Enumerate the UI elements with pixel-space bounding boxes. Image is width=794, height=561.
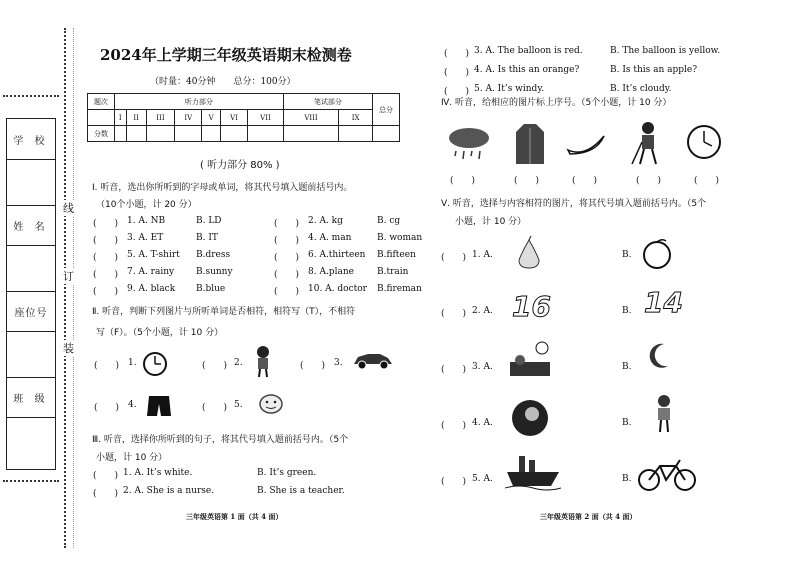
option-a-label: 4. A. bbox=[472, 418, 493, 428]
option-a: 7. A. rainy bbox=[127, 267, 175, 277]
option-b-label: B. bbox=[622, 474, 632, 484]
option-b: B.dress bbox=[196, 250, 231, 260]
car-icon bbox=[352, 350, 394, 370]
answer-paren[interactable]: ( ) bbox=[202, 361, 228, 371]
score-cell[interactable] bbox=[248, 126, 284, 142]
moon-icon bbox=[646, 342, 672, 370]
rain-cloud-icon bbox=[446, 126, 492, 162]
answer-paren[interactable]: ( ) bbox=[450, 176, 476, 186]
answer-paren[interactable]: ( ) bbox=[274, 219, 300, 229]
option-a-label: 3. A. bbox=[472, 362, 493, 372]
answer-paren[interactable]: ( ) bbox=[441, 421, 467, 431]
answer-paren[interactable]: ( ) bbox=[93, 270, 119, 280]
roman-3: III bbox=[146, 110, 175, 126]
answer-paren[interactable]: ( ) bbox=[93, 489, 119, 499]
section4-title: Ⅳ. 听音，给相应的图片标上序号。（5个小题，计 10 分） bbox=[441, 98, 672, 108]
seat-field[interactable] bbox=[7, 331, 55, 378]
score-row-label: 分数 bbox=[88, 126, 115, 142]
binding-mark-xian: 线 bbox=[63, 202, 74, 215]
section5-note: 小题，计 10 分） bbox=[455, 217, 527, 227]
binding-mark-ding: 订 bbox=[63, 270, 74, 283]
option-a: 5. A. T-shirt bbox=[127, 250, 180, 260]
score-cell[interactable] bbox=[146, 126, 175, 142]
coat-icon bbox=[514, 122, 546, 166]
option-b-label: B. bbox=[622, 362, 632, 372]
score-header-listening: 听力部分 bbox=[115, 94, 284, 110]
option-a-label: 1. A. bbox=[472, 250, 493, 260]
section2-title: Ⅱ. 听音，判断下列图片与所听单词是否相符，相符写（T），不相符 bbox=[92, 307, 356, 317]
score-cell[interactable] bbox=[115, 126, 127, 142]
score-header-written: 笔试部分 bbox=[283, 94, 372, 110]
answer-paren[interactable]: ( ) bbox=[202, 403, 228, 413]
number-16: 16 bbox=[512, 290, 551, 323]
answer-paren[interactable]: ( ) bbox=[441, 365, 467, 375]
sentence-b: B. It’s cloudy. bbox=[610, 84, 672, 94]
sentence-b: B. The balloon is yellow. bbox=[610, 46, 721, 56]
option-b: B.fireman bbox=[377, 284, 422, 294]
banana-icon bbox=[566, 132, 606, 160]
answer-paren[interactable]: ( ) bbox=[444, 68, 470, 78]
roman-2: II bbox=[126, 110, 146, 126]
section1-title: Ⅰ. 听音，选出你所听到的字母或单词，将其代号填入题前括号内。 bbox=[92, 183, 353, 193]
answer-paren[interactable]: ( ) bbox=[441, 309, 467, 319]
sentence-b: B. Is this an apple? bbox=[610, 65, 698, 75]
section2-note: 写（F）。（5个小题，计 10 分） bbox=[96, 328, 224, 338]
score-table bbox=[87, 93, 400, 142]
class-label: 班 级 bbox=[7, 377, 55, 418]
sentence-a: 3. A. The balloon is red. bbox=[474, 46, 583, 56]
clock-icon bbox=[686, 124, 722, 160]
answer-paren[interactable]: ( ) bbox=[274, 236, 300, 246]
roman-8: VIII bbox=[283, 110, 338, 126]
s2-num-3: 3. bbox=[334, 358, 343, 368]
footer-left: 三年级英语第 1 面（共 4 面） bbox=[186, 512, 283, 521]
footer-right: 三年级英语第 2 面（共 4 面） bbox=[540, 512, 637, 521]
name-label: 姓 名 bbox=[7, 205, 55, 246]
score-cell[interactable] bbox=[221, 126, 248, 142]
option-b-label: B. bbox=[622, 306, 632, 316]
option-b: B.blue bbox=[196, 284, 226, 294]
s2-num-4: 4. bbox=[128, 400, 137, 410]
clock-icon bbox=[142, 351, 168, 377]
answer-paren[interactable]: ( ) bbox=[444, 87, 470, 97]
shorts-icon bbox=[146, 394, 172, 418]
answer-paren[interactable]: ( ) bbox=[94, 403, 120, 413]
sentence-b: B. It’s green. bbox=[257, 468, 317, 478]
pear-icon bbox=[515, 236, 543, 270]
answer-paren[interactable]: ( ) bbox=[93, 219, 119, 229]
school-label: 学 校 bbox=[7, 119, 55, 160]
answer-paren[interactable]: ( ) bbox=[274, 253, 300, 263]
seat-label: 座位号 bbox=[7, 291, 55, 332]
section1-note: （10个小题，计 20 分） bbox=[96, 200, 197, 210]
option-a: 4. A. man bbox=[308, 233, 352, 243]
answer-paren[interactable]: ( ) bbox=[441, 477, 467, 487]
option-b: B.sunny bbox=[196, 267, 233, 277]
option-a: 10. A. doctor bbox=[308, 284, 367, 294]
section3-note: 小题，计 10 分） bbox=[96, 453, 168, 463]
score-cell[interactable] bbox=[126, 126, 146, 142]
answer-paren[interactable]: ( ) bbox=[694, 176, 720, 186]
section5-title: Ⅴ. 听音，选择与内容相符的图片，将其代号填入题前括号内。（5个 bbox=[441, 199, 707, 209]
listening-part-label: ( 听力部分 80% ) bbox=[200, 160, 280, 171]
name-field[interactable] bbox=[7, 245, 55, 292]
section3-title: Ⅲ. 听音，选择你所听到的句子，将其代号填入题前括号内。（5个 bbox=[92, 435, 349, 445]
answer-paren[interactable]: ( ) bbox=[94, 361, 120, 371]
orange-icon bbox=[640, 236, 674, 270]
number-14: 14 bbox=[644, 286, 683, 319]
farmer-icon bbox=[630, 120, 666, 166]
roman-5: V bbox=[202, 110, 221, 126]
woman-icon bbox=[510, 398, 550, 438]
roman-1: I bbox=[115, 110, 127, 126]
answer-paren[interactable]: ( ) bbox=[93, 471, 119, 481]
score-cell[interactable] bbox=[283, 126, 338, 142]
option-b-label: B. bbox=[622, 250, 632, 260]
sunny-scene-icon bbox=[508, 340, 552, 378]
option-b: B. cg bbox=[377, 216, 401, 226]
option-a: 9. A. black bbox=[127, 284, 176, 294]
sentence-a: 1. A. It’s white. bbox=[123, 468, 193, 478]
answer-paren[interactable]: ( ) bbox=[444, 49, 470, 59]
answer-paren[interactable]: ( ) bbox=[572, 176, 598, 186]
option-a: 2. A. kg bbox=[308, 216, 343, 226]
boy-icon bbox=[652, 394, 676, 434]
roman-6: VI bbox=[221, 110, 248, 126]
s2-num-1: 1. bbox=[128, 358, 137, 368]
answer-paren[interactable]: ( ) bbox=[514, 176, 540, 186]
option-b: B.train bbox=[377, 267, 409, 277]
score-header-total: 总分 bbox=[373, 94, 400, 126]
option-a: 3. A. ET bbox=[127, 233, 164, 243]
s2-num-5: 5. bbox=[234, 400, 243, 410]
answer-paren[interactable]: ( ) bbox=[93, 253, 119, 263]
answer-paren[interactable]: ( ) bbox=[300, 361, 326, 371]
option-a: 8. A.plane bbox=[308, 267, 354, 277]
roman-7: VII bbox=[248, 110, 284, 126]
page-title: 2024年上学期三年级英语期末检测卷 bbox=[100, 46, 352, 64]
answer-paren[interactable]: ( ) bbox=[93, 236, 119, 246]
option-a: 6. A.thirteen bbox=[308, 250, 366, 260]
option-a-label: 2. A. bbox=[472, 306, 493, 316]
answer-paren[interactable]: ( ) bbox=[441, 253, 467, 263]
bike-icon bbox=[636, 456, 698, 492]
option-b: B.fifteen bbox=[377, 250, 416, 260]
sun-icon bbox=[256, 392, 286, 416]
score-cell[interactable] bbox=[175, 126, 202, 142]
class-field[interactable] bbox=[7, 417, 55, 468]
score-cell[interactable] bbox=[339, 126, 373, 142]
score-cell[interactable] bbox=[373, 126, 400, 142]
option-a: 1. A. NB bbox=[127, 216, 166, 226]
binding-mark-zhuang: 装 bbox=[63, 342, 74, 355]
s2-num-2: 2. bbox=[234, 358, 243, 368]
sentence-a: 2. A. She is a nurse. bbox=[123, 486, 215, 496]
roman-4: IV bbox=[175, 110, 202, 126]
school-field[interactable] bbox=[7, 159, 55, 206]
time-score: （时量：40分钟 总分：100分） bbox=[150, 77, 296, 87]
roman-9: IX bbox=[339, 110, 373, 126]
girl-icon bbox=[252, 344, 274, 378]
sentence-a: 4. A. Is this an orange? bbox=[474, 65, 580, 75]
student-info-panel bbox=[6, 118, 56, 470]
option-b: B. LD bbox=[196, 216, 222, 226]
option-a-label: 5. A. bbox=[472, 474, 493, 484]
option-b: B. IT bbox=[196, 233, 218, 243]
answer-paren[interactable]: ( ) bbox=[636, 176, 662, 186]
sentence-b: B. She is a teacher. bbox=[257, 486, 345, 496]
answer-paren[interactable]: ( ) bbox=[274, 270, 300, 280]
answer-paren[interactable]: ( ) bbox=[93, 287, 119, 297]
score-cell[interactable] bbox=[202, 126, 221, 142]
answer-paren[interactable]: ( ) bbox=[274, 287, 300, 297]
option-b-label: B. bbox=[622, 418, 632, 428]
score-header-item: 题次 bbox=[88, 94, 115, 110]
sentence-a: 5. A. It’s windy. bbox=[474, 84, 545, 94]
ship-icon bbox=[505, 452, 561, 492]
option-b: B. woman bbox=[377, 233, 423, 243]
